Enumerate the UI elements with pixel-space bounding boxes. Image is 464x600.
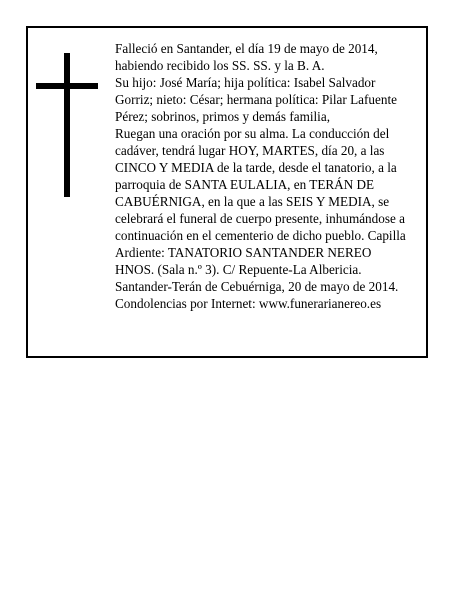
notice-line: Ardiente: TANATORIO SANTANDER NEREO <box>115 245 372 260</box>
notice-line: CINCO Y MEDIA de la tarde, desde el tanatorio, a la <box>115 160 397 175</box>
obituary-text <box>115 40 421 312</box>
notice-line: Falleció en Santander, el día 19 de mayo de 2014, <box>115 41 378 56</box>
cross-horizontal-bar <box>36 83 98 89</box>
notice-line: continuación en el cementerio de dicho pueblo. Capilla <box>115 228 406 243</box>
notice-line: HNOS. (Sala n.º 3). C/ Repuente-La Albericia. <box>115 262 362 277</box>
notice-line: celebrará el funeral de cuerpo presente, inhumándose a <box>115 211 405 226</box>
notice-line: Condolencias por Internet: www.funerarianereo.es <box>115 296 382 311</box>
notice-line: CABUÉRNIGA, en la que a las SEIS Y MEDIA, se <box>115 194 390 209</box>
notice-line: Su hijo: José María; hija política: Isabel Salvador <box>115 75 376 90</box>
notice-line: habiendo recibido los SS. SS. y la B. A. <box>115 58 325 73</box>
notice-line: Santander-Terán de Cebuérniga, 20 de mayo de 2014. <box>115 279 399 294</box>
notice-line: Gorriz; nieto: César; hermana política: Pilar Lafuente <box>115 92 397 107</box>
notice-line: parroquia de SANTA EULALIA, en TERÁN DE <box>115 177 375 192</box>
notice-line: cadáver, tendrá lugar HOY, MARTES, día 20, a las <box>115 143 385 158</box>
cross-vertical-bar <box>64 53 70 197</box>
notice-line: Ruegan una oración por su alma. La conducción del <box>115 126 390 141</box>
notice-line: Pérez; sobrinos, primos y demás familia, <box>115 109 330 124</box>
